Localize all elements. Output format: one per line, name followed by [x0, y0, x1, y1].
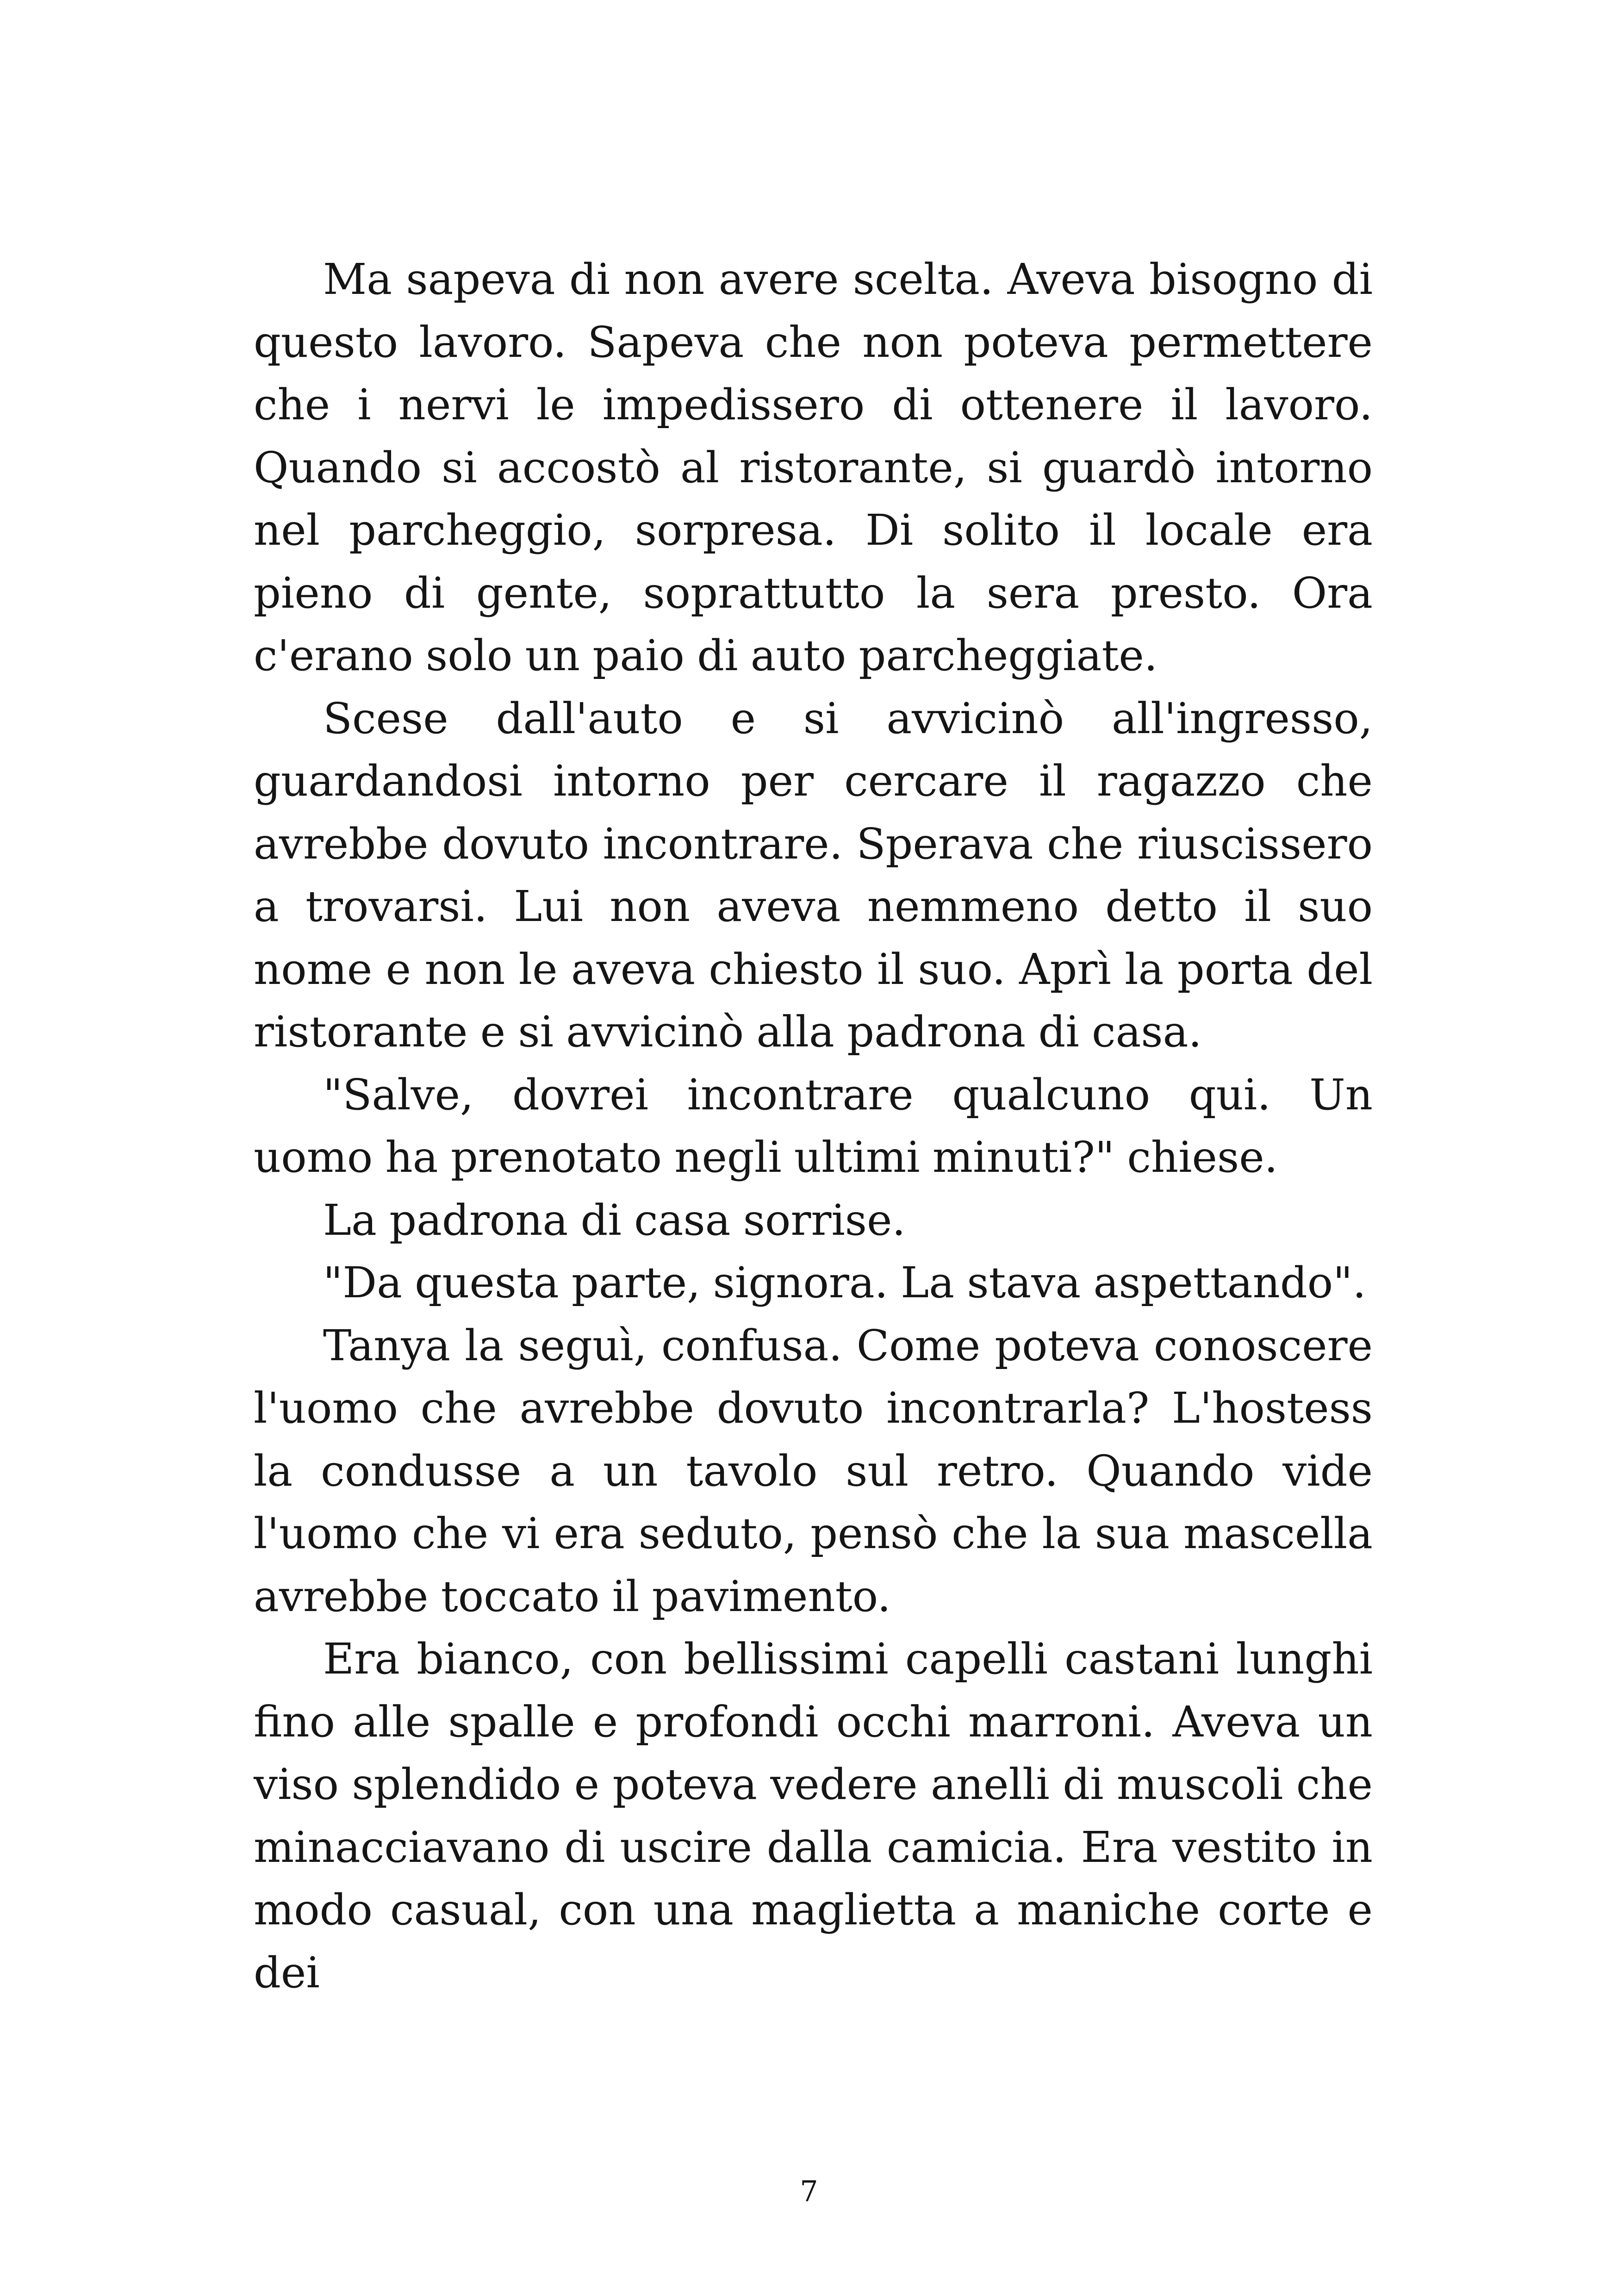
paragraph-2: Scese dall'auto e si avvicinò all'ingresso, guardandosi intorno per cercare il ragazzo che avrebbe dovuto incontrare. Sperava che riuscissero a trovarsi. Lui non aveva nemmeno detto il suo nome e non le aveva chiesto il suo. Aprì la porta del ristorante e si avvicinò alla padrona di casa. — [254, 693, 1373, 1057]
paragraph-4: La padrona di casa sorrise. — [323, 1195, 906, 1245]
page-body — [254, 248, 1373, 2004]
paragraph-5: "Da questa parte, signora. La stava aspettando". — [323, 1258, 1366, 1307]
paragraph-6: Tanya la seguì, confusa. Come poteva conoscere l'uomo che avrebbe dovuto incontrarla? L'hostess la condusse a un tavolo sul retro. Quando vide l'uomo che vi era seduto, pensò che la sua mascella avrebbe toccato il pavimento. — [254, 1320, 1373, 1621]
paragraph-3: "Salve, dovrei incontrare qualcuno qui. Un uomo ha prenotato negli ultimi minuti?" chiese. — [254, 1070, 1373, 1182]
paragraph-7: Era bianco, con bellissimi capelli castani lunghi fino alle spalle e profondi occhi marroni. Aveva un viso splendido e poteva vedere anelli di muscoli che minacciavano di uscire dalla camicia. Era vestito in modo casual, con una maglietta a maniche corte e dei — [254, 1634, 1373, 1997]
page-number: 7 — [800, 2174, 818, 2208]
paragraph-1: Ma sapeva di non avere scelta. Aveva bisogno di questo lavoro. Sapeva che non poteva permettere che i nervi le impedissero di ottenere il lavoro. Quando si accostò al ristorante, si guardò intorno nel parcheggio, sorpresa. Di solito il locale era pieno di gente, soprattutto la sera presto. Ora c'erano solo un paio di auto parcheggiate. — [254, 255, 1373, 680]
